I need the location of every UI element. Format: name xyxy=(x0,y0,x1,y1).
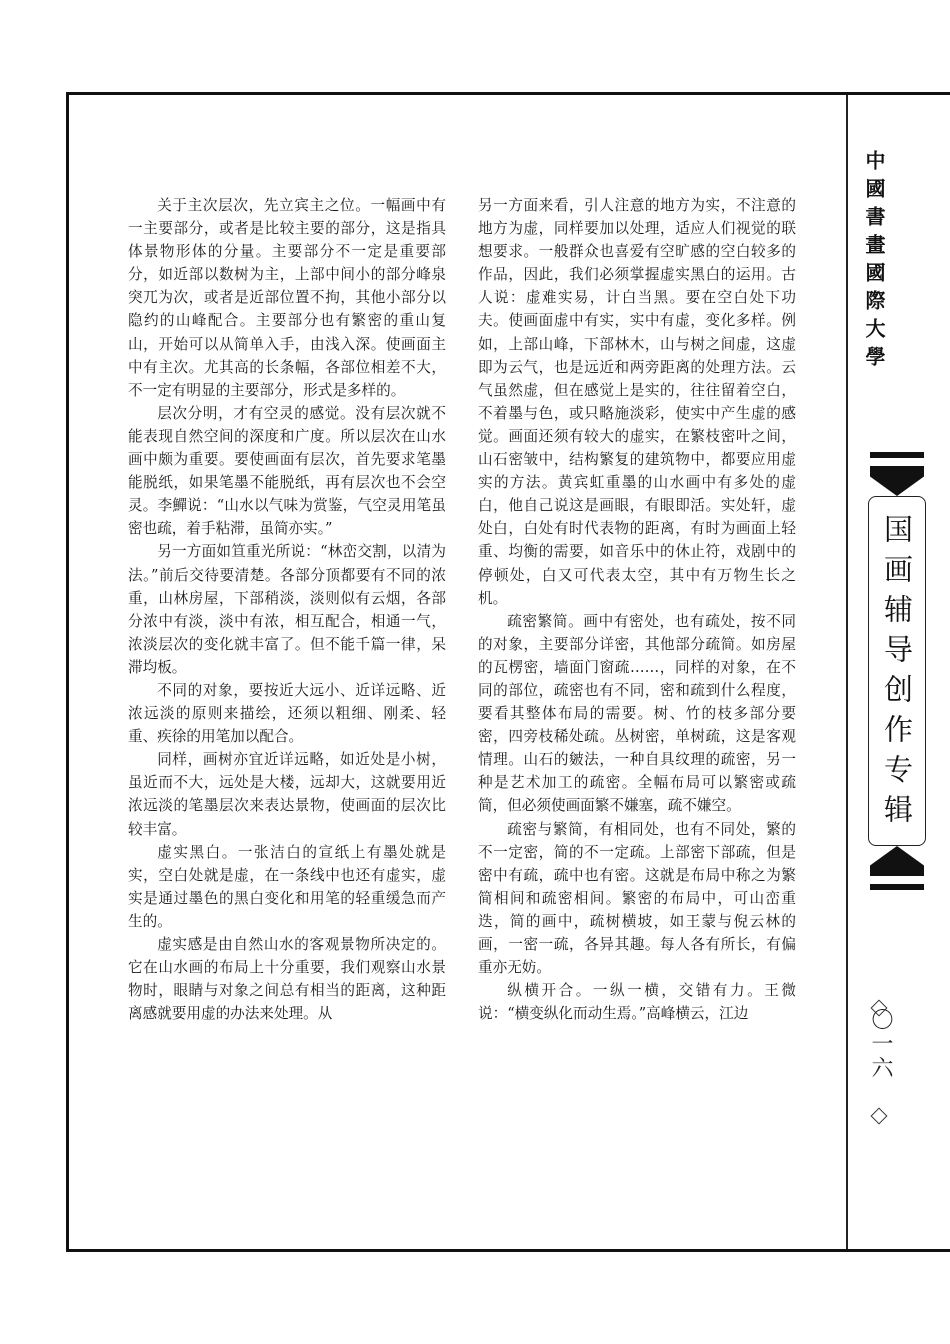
text-column-left xyxy=(128,194,446,1025)
institution-title: 中國書畫國際大學 xyxy=(862,150,886,374)
page-number: 〇一六 xyxy=(868,1008,893,1080)
paragraph: 纵横开合。一纵一横，交错有力。王微说：“横变纵化而动生焉。”高峰横云，江边 xyxy=(478,982,796,1023)
banner-cap-bottom xyxy=(870,846,924,876)
text-column-right xyxy=(478,194,796,1025)
paragraph: 另一方面如笪重光所说：“林峦交割，以清为法。”前后交待要清楚。各部分顶都要有不同的浓重，山林房屋，下部稍淡，淡则似有云烟，各部分浓中有淡，淡中有浓，相互配合，相通一气，浓淡层次的变化就丰富了。但不能千篇一律，呆滞均板。 xyxy=(128,543,446,676)
paragraph: 虚实感是由自然山水的客观景物所决定的。它在山水画的布局上十分重要，我们观察山水景物时，眼睛与对象之间总有相当的距离，这种距离感就要用虚的办法来处理。从 xyxy=(128,936,446,1023)
banner-cap-top xyxy=(870,466,924,496)
paragraph: 另一方面来看，引人注意的地方为实，不注意的地方为虚，同样要加以处理，适应人们视觉的联想要求。一般群众也喜爱有空旷感的空白较多的作品，因此，我们必须掌握虚实黑白的运用。古人说：虚难实易，计白当黑。要在空白处下功夫。使画面虚中有实，实中有虚，变化多样。例如，上部山峰，下部林木，山与树之间虚，这虚即为云气，也是远近和两旁距离的处理方法。云气虽然虚，但在感觉上是实的，往往留着空白，不着墨与色，或只略施淡彩，使实中产生虚的感觉。画面还须有较大的虚实，在繁枝密叶之间，山石密皱中，结构繁复的建筑物中，都要应用虚实的方法。黄宾虹重墨的山水画中有多处的虚白，他自己说这是画眼，有眼即活。实处轩，虚处白，白处有时代表物的距离，有时为画面上轻重、均衡的需要，如音乐中的休止符，戏剧中的停顿处，白又可代表太空，其中有万物生长之机。 xyxy=(478,197,796,607)
paragraph: 层次分明，才有空灵的感觉。没有层次就不能表现自然空间的深度和广度。所以层次在山水画中颇为重要。要使画面有层次，首先要求笔墨能脱纸，如果笔墨不能脱纸，再有层次也不会空灵。李鱓说：“山水以气味为赏鉴，气空灵用笔虽密也疏，着手粘滞，虽简亦实。” xyxy=(128,404,446,538)
paragraph: 疏密与繁简，有相同处，也有不同处，繁的不一定密，简的不一定疏。上部密下部疏，但是密中有疏，疏中也有密。这就是布局中称之为繁简相间和疏密相间。繁密的布局中，可山峦重迭，简的画中，疏树横坡，如王蒙与倪云林的画，一密一疏，各异其趣。每人各有所长，有偏重亦无妨。 xyxy=(478,820,796,977)
paragraph: 虚实黑白。一张洁白的宣纸上有墨处就是实，空白处就是虚，在一条线中也还有虚实，虚实是通过墨色的黑白变化和用笔的轻重缓急而产生的。 xyxy=(128,843,446,930)
paragraph: 不同的对象，要按近大远小、近详远略、近浓远淡的原则来描绘，还须以粗细、刚柔、轻重、疾徐的用笔加以配合。 xyxy=(128,681,446,746)
series-banner xyxy=(866,452,928,890)
paragraph: 同样，画树亦宜近详远略，如近处是小树，虽近而不大，远处是大楼，远却大，这就要用近浓远淡的笔墨层次来表达景物，使画面的层次比较丰富。 xyxy=(128,751,446,838)
banner-bar-top xyxy=(870,452,924,458)
series-title: 国画辅导创作专辑 xyxy=(880,514,914,834)
sidebar-divider xyxy=(846,95,848,1249)
paragraph: 疏密繁简。画中有密处，也有疏处，按不同的对象，主要部分详密，其他部分疏简。如房屋的瓦楞密，墙面门窗疏……，同样的对象，在不同的部位，疏密也有不同，密和疏到什么程度，要看其整体布局的需要。树、竹的枝多部分要密，四旁枝稀处疏。丛树密，单树疏，这是客观情理。山石的皴法，一种自具纹理的疏密，另一种是艺术加工的疏密。全幅布局可以繁密或疏简，但必须使画面繁不嫌塞，疏不嫌空。 xyxy=(478,612,796,815)
paragraph: 关于主次层次，先立宾主之位。一幅画中有一主要部分，或者是比较主要的部分，这是指具体景物形体的分量。主要部分不一定是重要部分，如近部以数树为主，上部中间小的部分峰泉突兀为次，或者是近部位置不拘，其他小部分以隐约的山峰配合。主要部分也有繁密的重山复山，开始可以从简单入手，由浅入深。使画面主中有主次。尤其高的长条幅，各部位相差不大，不一定有明显的主要部分，形式是多样的。 xyxy=(128,197,446,399)
banner-bar-bottom xyxy=(870,884,924,890)
